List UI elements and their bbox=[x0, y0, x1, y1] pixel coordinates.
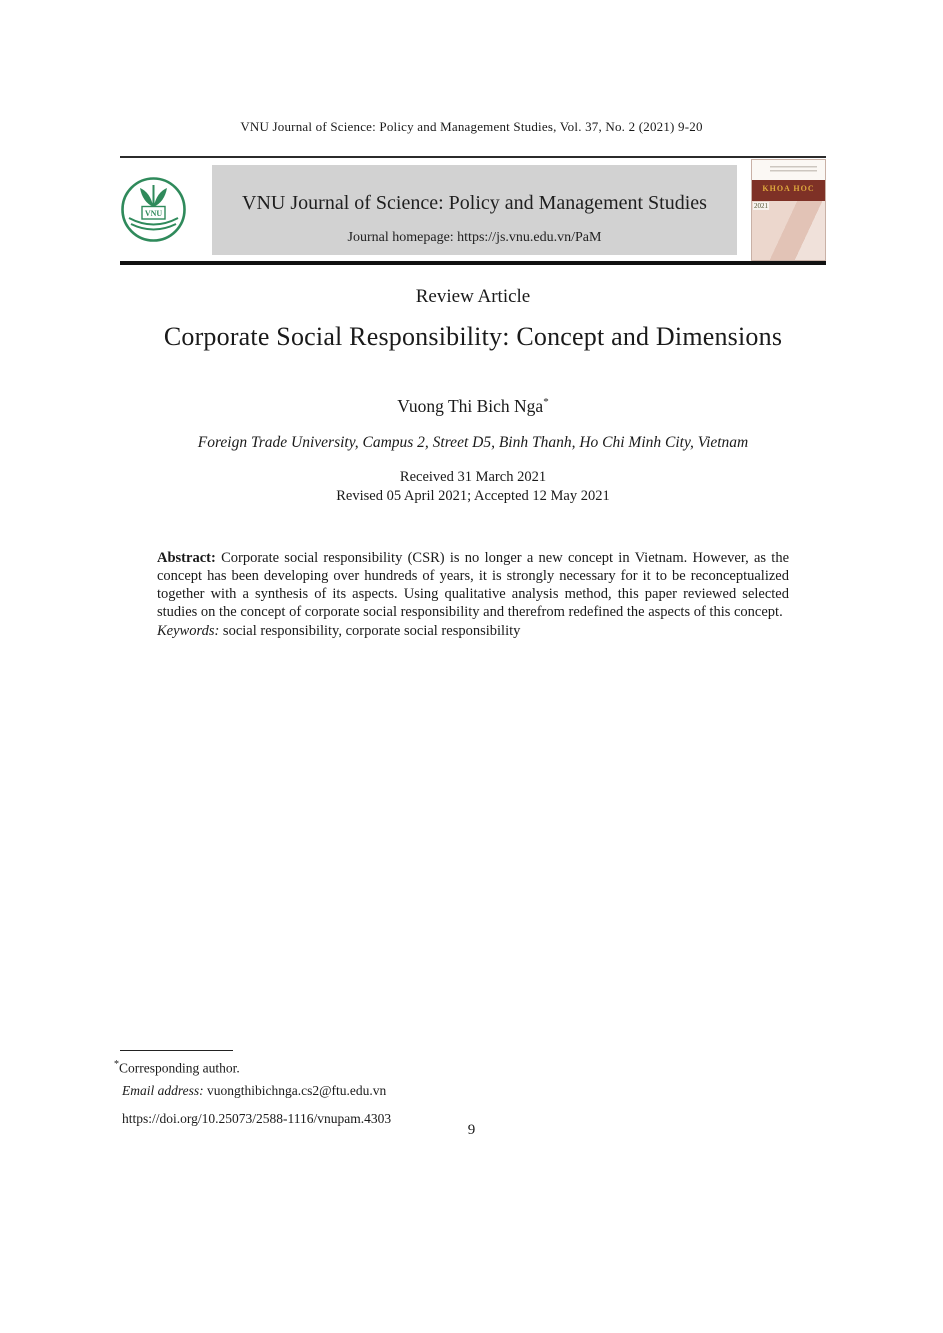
doi-line: https://doi.org/10.25073/2588-1116/vnupam.4303 bbox=[122, 1110, 392, 1126]
abstract-label: Abstract: bbox=[157, 550, 216, 566]
author-asterisk: * bbox=[543, 396, 549, 409]
paper-title: Corporate Social Responsibility: Concept and Dimensions bbox=[163, 322, 783, 351]
cover-top-logos bbox=[752, 160, 825, 180]
author-line bbox=[120, 396, 826, 417]
revised-accepted-date: Revised 05 April 2021; Accepted 12 May 2021 bbox=[336, 488, 610, 504]
journal-cover-thumbnail bbox=[751, 159, 826, 261]
cover-year: 2021 bbox=[754, 201, 768, 210]
footnote bbox=[114, 1056, 391, 1127]
masthead-bottom-rule bbox=[120, 261, 826, 265]
author-name: Vuong Thi Bich Nga bbox=[397, 396, 544, 416]
keywords-line bbox=[157, 622, 789, 640]
keywords-label: Keywords: bbox=[157, 623, 220, 639]
dates-block bbox=[120, 468, 826, 506]
vnu-logo-text: VNU bbox=[144, 209, 163, 218]
email-line bbox=[122, 1082, 391, 1099]
article-type-label: Review Article bbox=[415, 286, 531, 307]
keywords-text: social responsibility, corporate social responsibility bbox=[222, 623, 521, 639]
email-address: vuongthibichnga.cs2@ftu.edu.vn bbox=[207, 1082, 387, 1098]
corresponding-author-text: Corresponding author. bbox=[119, 1060, 240, 1076]
masthead bbox=[120, 156, 826, 265]
journal-title: VNU Journal of Science: Policy and Management Studies bbox=[242, 191, 707, 214]
footnote-asterisk: * bbox=[114, 1059, 119, 1070]
received-date: Received 31 March 2021 bbox=[399, 469, 547, 485]
masthead-inner bbox=[120, 158, 826, 261]
page-number: 9 bbox=[467, 1122, 476, 1138]
running-head: VNU Journal of Science: Policy and Management Studies, Vol. 37, No. 2 (2021) 9-20 bbox=[240, 119, 703, 134]
affiliation: Foreign Trade University, Campus 2, Street D5, Binh Thanh, Ho Chi Minh City, Vietnam bbox=[197, 434, 749, 451]
cover-title: KHOA HOC bbox=[762, 183, 815, 193]
vnu-logo-icon bbox=[120, 176, 187, 243]
abstract-text: Corporate social responsibility (CSR) is no longer a new concept in Vietnam. However, as the concept has been developing over hundreds of years, it is strongly necessary for it to be reconceptualized together with a synthesis of its aspects. Using qualitative analysis method, this paper reviewed selected studies on the concept of corporate social responsibility and therefrom redefined the aspects of this concept. bbox=[157, 550, 790, 620]
footnote-rule bbox=[120, 1050, 233, 1051]
corresponding-author-line bbox=[114, 1056, 391, 1077]
abstract-paragraph bbox=[157, 549, 789, 621]
masthead-title-box bbox=[212, 165, 737, 255]
journal-homepage: Journal homepage: https://js.vnu.edu.vn/PaM bbox=[347, 229, 602, 245]
cover-title-band bbox=[752, 180, 825, 201]
abstract-block bbox=[157, 549, 789, 640]
cover-body bbox=[752, 201, 825, 260]
email-label: Email address: bbox=[122, 1082, 204, 1098]
